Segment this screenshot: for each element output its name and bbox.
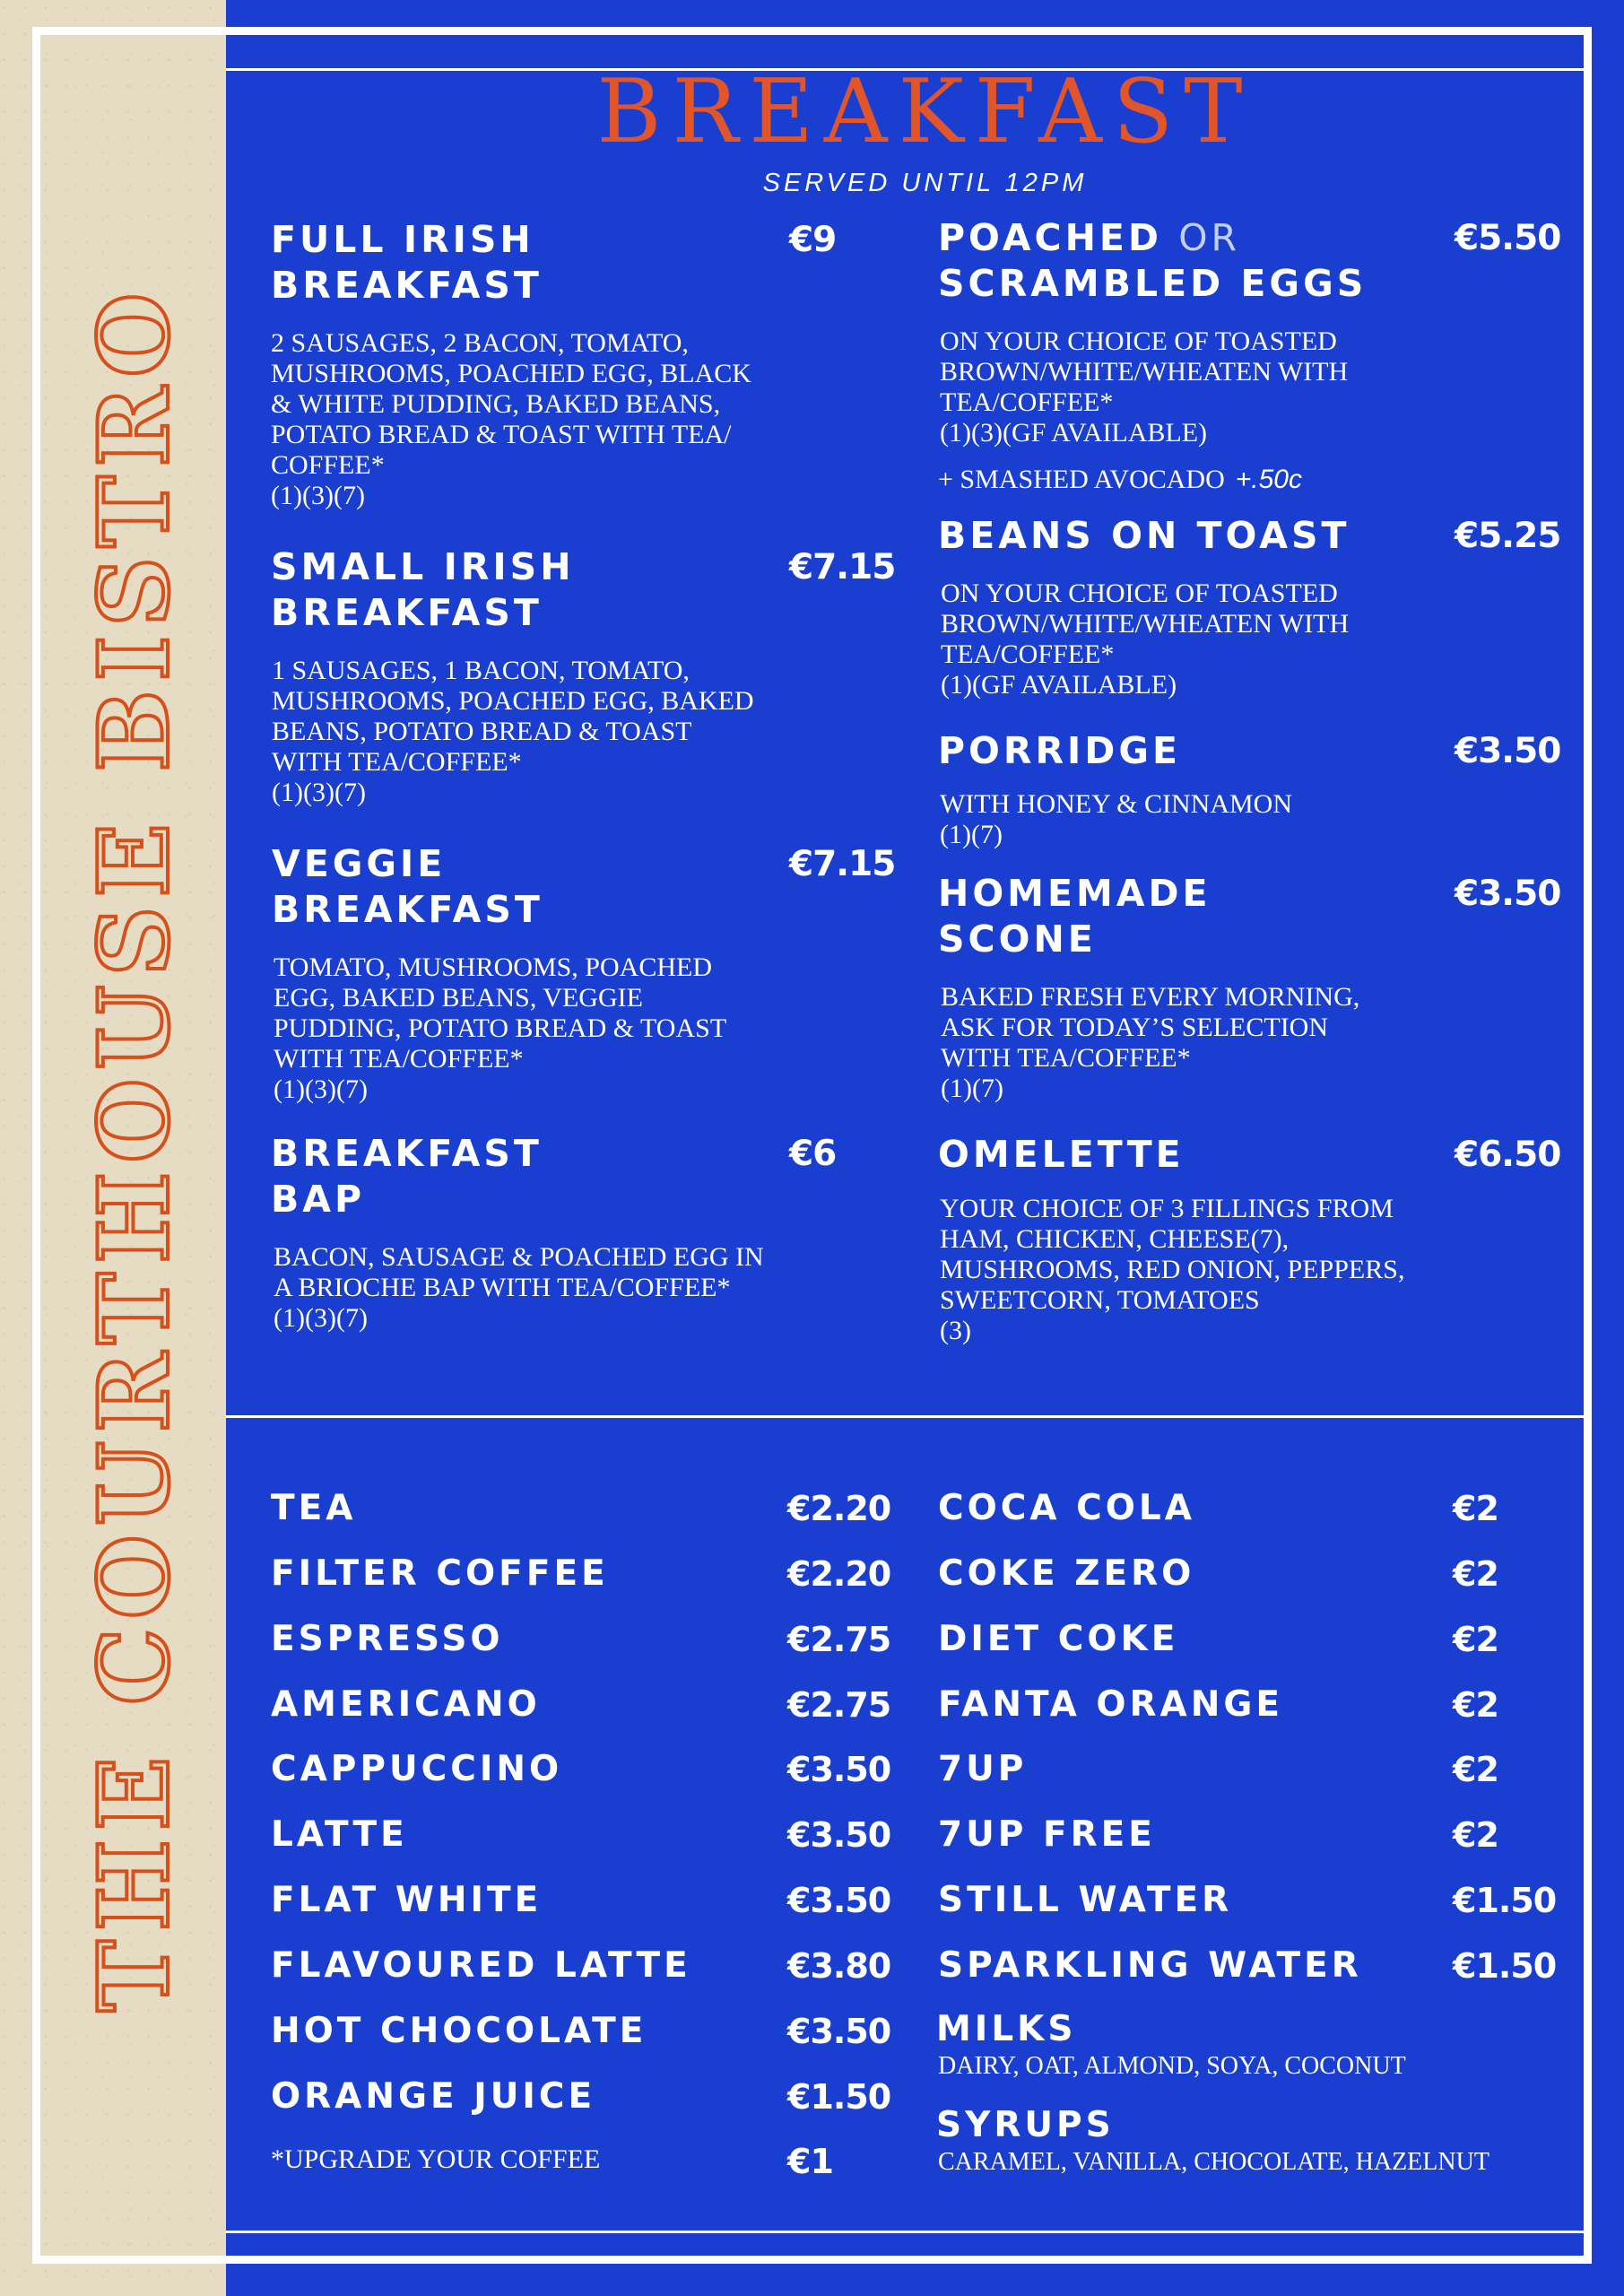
drink-price: €2 xyxy=(1453,1554,1498,1594)
drink-name: FLAT WHITE xyxy=(271,1880,543,1920)
addon-price: +.50c xyxy=(1235,465,1302,494)
menu-item-name-part: POACHED xyxy=(938,216,1162,259)
menu-item-description: BAKED FRESH EVERY MORNING, ASK FOR TODAY’S SELECTION WITH TEA/COFFEE* (1)(7) xyxy=(941,982,1360,1103)
drink-price: €2.20 xyxy=(787,1554,891,1594)
syrups-options: CARAMEL, VANILLA, CHOCOLATE, HAZELNUT xyxy=(938,2148,1489,2176)
section-subtitle: SERVED UNTIL 12PM xyxy=(762,169,1088,197)
divider-bottom xyxy=(226,2231,1587,2233)
menu-item-price: €9 xyxy=(789,220,837,260)
menu-item-name: HOMEMADE SCONE xyxy=(938,872,1211,961)
drink-name: STILL WATER xyxy=(938,1880,1233,1920)
section-title: BREAKFAST xyxy=(596,61,1254,163)
upgrade-price: €1 xyxy=(787,2142,833,2181)
menu-item-description: WITH HONEY & CINNAMON (1)(7) xyxy=(940,789,1293,849)
divider-right xyxy=(1585,68,1588,2233)
drink-price: €2.75 xyxy=(787,1620,891,1659)
drink-price: €1.50 xyxy=(1453,1946,1557,1986)
drink-name: FILTER COFFEE xyxy=(271,1553,609,1594)
divider-middle xyxy=(226,1415,1587,1418)
drink-name: AMERICANO xyxy=(271,1684,541,1725)
menu-item-price: €5.25 xyxy=(1455,516,1561,556)
menu-item-description: ON YOUR CHOICE OF TOASTED BROWN/WHITE/WHEATEN WITH TEA/COFFEE* (1)(GF AVAILABLE) xyxy=(941,578,1350,700)
menu-item-price: €5.50 xyxy=(1455,218,1561,258)
drink-name: LATTE xyxy=(271,1814,408,1855)
drink-price: €2 xyxy=(1453,1750,1498,1789)
menu-item-price: €6.50 xyxy=(1455,1135,1561,1175)
drink-price: €2.20 xyxy=(787,1489,891,1528)
menu-item-description: YOUR CHOICE OF 3 FILLINGS FROM HAM, CHICKEN, CHEESE(7), MUSHROOMS, RED ONION, PEPPERS, SWEETCORN, TOMATOES (3) xyxy=(940,1194,1405,1345)
drink-price: €3.80 xyxy=(787,1946,891,1986)
drink-price: €3.50 xyxy=(787,1750,891,1789)
drink-name: DIET COKE xyxy=(938,1619,1179,1659)
menu-item-description: 1 SAUSAGES, 1 BACON, TOMATO, MUSHROOMS, POACHED EGG, BAKED BEANS, POTATO BREAD & TOAST WITH TEA/COFFEE* (1)(3)(7) xyxy=(272,656,754,807)
drink-price: €2 xyxy=(1453,1685,1498,1725)
drink-name: HOT CHOCOLATE xyxy=(271,2011,647,2051)
menu-item-price: €6 xyxy=(789,1134,837,1174)
menu-item-description: BACON, SAUSAGE & POACHED EGG IN A BRIOCHE BAP WITH TEA/COFFEE* (1)(3)(7) xyxy=(274,1242,764,1333)
drink-name: TEA xyxy=(271,1488,357,1528)
menu-item-name: BEANS ON TOAST xyxy=(938,514,1350,557)
menu-item-price: €3.50 xyxy=(1455,874,1561,914)
menu-item-description: TOMATO, MUSHROOMS, POACHED EGG, BAKED BEANS, VEGGIE PUDDING, POTATO BREAD & TOAST WITH TEA/COFFEE* (1)(3)(7) xyxy=(274,952,727,1104)
menu-item-name: BREAKFAST BAP xyxy=(271,1132,543,1221)
menu-item-description: ON YOUR CHOICE OF TOASTED BROWN/WHITE/WHEATEN WITH TEA/COFFEE* (1)(3)(GF AVAILABLE) xyxy=(940,326,1349,448)
drink-name: FLAVOURED LATTE xyxy=(271,1945,691,1986)
drink-name: COCA COLA xyxy=(938,1488,1195,1528)
drink-price: €2.75 xyxy=(787,1685,891,1725)
menu-item-price: €7.15 xyxy=(789,547,896,587)
addon-label: + SMASHED AVOCADO xyxy=(938,465,1225,494)
drink-name: ORANGE JUICE xyxy=(271,2076,596,2117)
menu-item-name: FULL IRISH BREAKFAST xyxy=(271,218,543,307)
drink-name: 7UP xyxy=(938,1749,1028,1789)
menu-item-name: VEGGIE BREAKFAST xyxy=(272,842,543,931)
drink-price: €2 xyxy=(1453,1620,1498,1659)
syrups-title: SYRUPS xyxy=(936,2105,1115,2145)
menu-item-price: €7.15 xyxy=(789,844,896,884)
menu-item-name: SMALL IRISH BREAKFAST xyxy=(271,545,575,634)
drink-price: €2 xyxy=(1453,1489,1498,1528)
milks-title: MILKS xyxy=(936,2009,1077,2049)
drink-price: €1.50 xyxy=(1453,1881,1557,1920)
menu-item-description: 2 SAUSAGES, 2 BACON, TOMATO, MUSHROOMS, POACHED EGG, BLACK & WHITE PUDDING, BAKED BEANS, POTATO BREAD & TOAST WITH TEA/ COFFEE* (1)(3)(7) xyxy=(271,328,751,510)
milks-options: DAIRY, OAT, ALMOND, SOYA, COCONUT xyxy=(938,2052,1406,2080)
drink-price: €3.50 xyxy=(787,1815,891,1855)
menu-item-name xyxy=(938,215,1367,307)
menu-item-name: OMELETTE xyxy=(938,1133,1185,1176)
drink-price: €3.50 xyxy=(787,2012,891,2051)
menu-item-addon xyxy=(938,465,1302,495)
drink-name: CAPPUCCINO xyxy=(271,1749,563,1789)
drink-name: ESPRESSO xyxy=(271,1619,504,1659)
menu-item-name-or: OR xyxy=(1178,216,1241,259)
menu-item-name-part: SCRAMBLED EGGS xyxy=(938,262,1368,305)
drink-name: COKE ZERO xyxy=(938,1553,1195,1594)
brand-name: THE COURTHOUSE BISTRO xyxy=(78,283,191,2013)
menu-item-price: €3.50 xyxy=(1455,731,1561,771)
drink-price: €3.50 xyxy=(787,1881,891,1920)
drink-name: SPARKLING WATER xyxy=(938,1945,1362,1986)
drink-price: €2 xyxy=(1453,1815,1498,1855)
drink-name: FANTA ORANGE xyxy=(938,1684,1283,1725)
drink-price: €1.50 xyxy=(787,2077,891,2117)
menu-item-name: PORRIDGE xyxy=(938,729,1181,772)
drink-name: 7UP FREE xyxy=(938,1814,1156,1855)
upgrade-note: *UPGRADE YOUR COFFEE xyxy=(271,2144,601,2174)
